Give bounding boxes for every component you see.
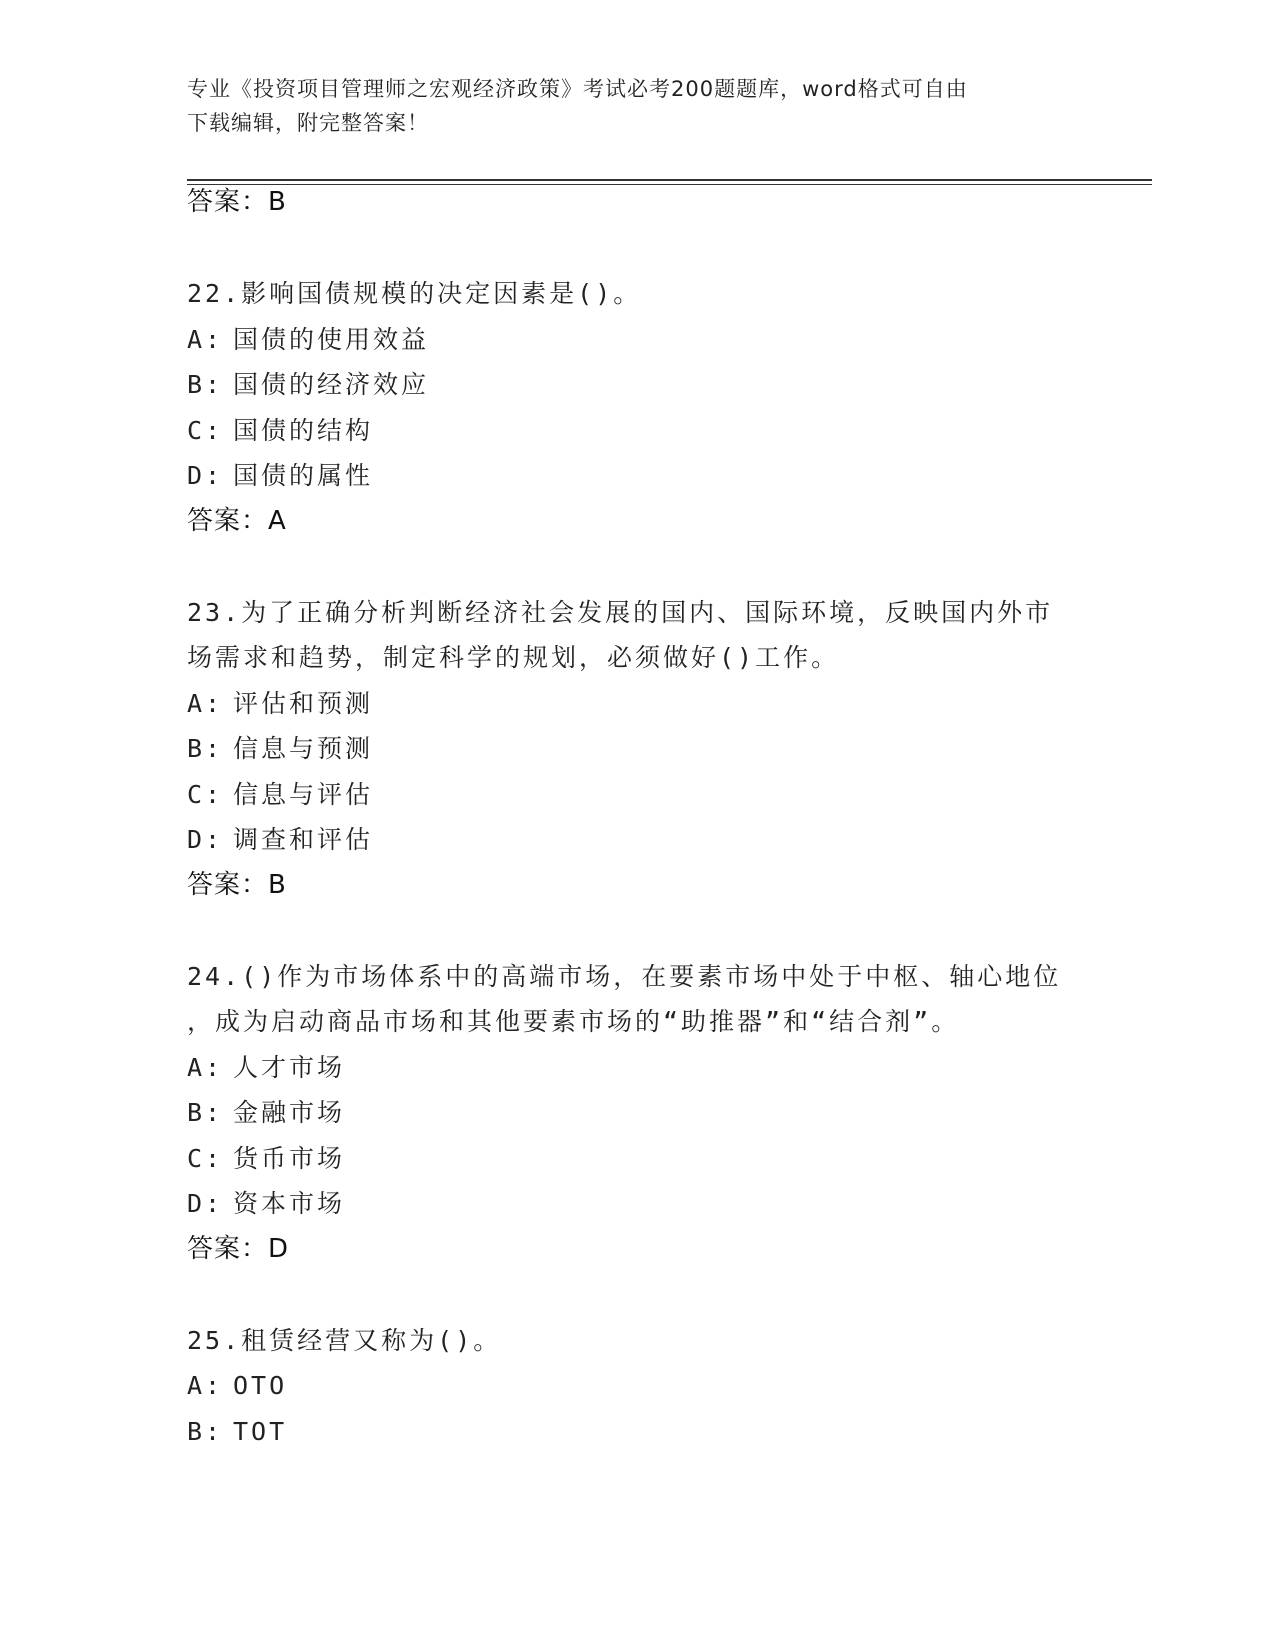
option-text: TOT [233, 1416, 288, 1446]
option-letter: A: [187, 1052, 224, 1082]
question-list [187, 180, 1087, 1454]
option-letter: D: [187, 1189, 224, 1218]
option-b [187, 1409, 1087, 1455]
option-text: 国债的使用效益 [233, 324, 430, 354]
option-text: 调查和评估 [233, 825, 374, 854]
option-text: 人才市场 [233, 1052, 346, 1082]
document-header [187, 72, 1077, 140]
option-c [187, 408, 1087, 454]
answer: 答案：A [187, 505, 287, 536]
option-letter: A: [187, 1371, 224, 1400]
option-text: 国债的结构 [233, 415, 374, 445]
header-line-2: 下载编辑，附完整答案！ [187, 111, 429, 135]
option-text: 国债的属性 [233, 461, 374, 490]
question-24 [187, 954, 1087, 1273]
option-letter: C: [187, 1143, 224, 1173]
question-stem-line: 22.影响国债规模的决定因素是()。 [187, 279, 642, 308]
option-letter: B: [187, 1416, 224, 1446]
option-text: 信息与评估 [233, 779, 374, 809]
option-c [187, 1136, 1087, 1182]
option-text: 金融市场 [233, 1098, 346, 1127]
option-a [187, 681, 1087, 727]
option-letter: B: [187, 734, 224, 763]
option-text: 评估和预测 [233, 688, 374, 718]
option-text: 信息与预测 [233, 734, 374, 763]
option-letter: C: [187, 779, 224, 809]
header-line-1: 专业《投资项目管理师之宏观经济政策》考试必考200题题库，word格式可自由 [187, 77, 968, 101]
option-d [187, 1181, 1087, 1227]
option-letter: D: [187, 825, 224, 854]
option-letter: B: [187, 370, 224, 399]
option-text: 货币市场 [233, 1143, 346, 1173]
option-a [187, 1363, 1087, 1409]
question-stem-line: 23.为了正确分析判断经济社会发展的国内、国际环境，反映国内外市 [187, 597, 1054, 627]
option-letter: C: [187, 415, 224, 445]
question-stem-line: 25.租赁经营又称为()。 [187, 1325, 502, 1355]
option-text: 资本市场 [233, 1189, 346, 1218]
question-stem-line: 24.()作为市场体系中的高端市场，在要素市场中处于中枢、轴心地位 [187, 961, 1062, 991]
option-letter: D: [187, 461, 224, 490]
question-23 [187, 590, 1087, 909]
option-letter: A: [187, 688, 224, 718]
option-letter: B: [187, 1098, 224, 1127]
question-25 [187, 1318, 1087, 1455]
option-b [187, 362, 1087, 408]
option-c [187, 772, 1087, 818]
option-a [187, 317, 1087, 363]
option-text: OTO [233, 1371, 288, 1400]
option-d [187, 453, 1087, 499]
option-text: 国债的经济效应 [233, 370, 430, 399]
question-stem-line: ，成为启动商品市场和其他要素市场的“助推器”和“结合剂”。 [187, 1007, 960, 1036]
question-22 [187, 271, 1087, 544]
question-stem-line: 场需求和趋势，制定科学的规划，必须做好()工作。 [187, 643, 840, 672]
option-b [187, 1090, 1087, 1136]
option-b [187, 726, 1087, 772]
option-d [187, 817, 1087, 863]
option-letter: A: [187, 324, 224, 354]
answer: 答案：D [187, 1233, 290, 1264]
previous-answer: 答案：B [187, 187, 287, 217]
option-a [187, 1045, 1087, 1091]
answer: 答案：B [187, 869, 287, 900]
